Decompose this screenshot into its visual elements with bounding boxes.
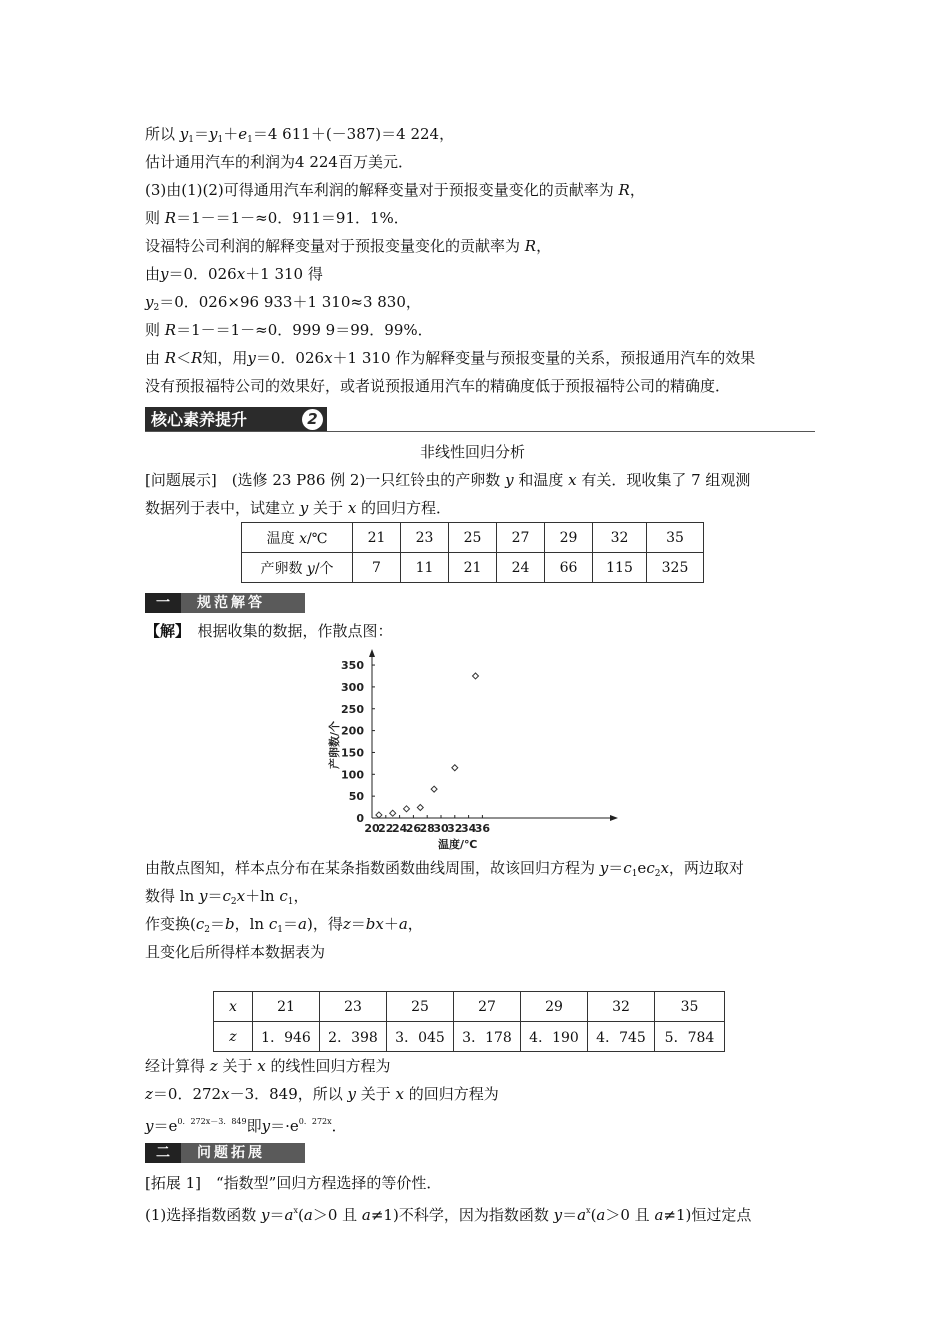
data-point <box>390 810 396 816</box>
y-axis-arrow <box>369 649 375 657</box>
text-line: 则 R＝1－＝1－≈0．911＝91．1%． <box>145 209 409 227</box>
table-header-cell: 温度 x/℃ <box>242 523 353 553</box>
y-tick-label: 100 <box>341 768 364 782</box>
text-line: 由散点图知，样本点分布在某条指数函数曲线周围，故该回归方程为 $y=c_1ec_2x$，两边取对 <box>145 859 744 879</box>
data-table-raw <box>241 522 704 583</box>
x-tick-label: 26 <box>405 822 422 835</box>
x-axis-label: 温度/℃ <box>438 838 478 851</box>
data-point <box>473 673 479 679</box>
text-line: [拓展 1] “指数型”回归方程选择的等价性． <box>145 1174 442 1192</box>
x-tick-label: 20 <box>364 822 380 835</box>
table-cell: 11 <box>401 553 449 583</box>
text-line: 且变化后所得样本数据表为 <box>145 943 326 961</box>
table-cell: 115 <box>593 553 647 583</box>
text-line: 由y＝0．026x＋1 310 得 <box>145 265 323 283</box>
data-point <box>431 786 437 792</box>
x-tick-label: 30 <box>433 822 449 835</box>
subsection-header <box>145 1143 305 1163</box>
subsection-header <box>145 593 305 613</box>
text-line: $y=e^{0.272x-3.849}$即$y=\cdot e^{0.272x}$． <box>145 1117 347 1135</box>
scatter-chart <box>320 645 640 855</box>
table-cell: 325 <box>647 553 704 583</box>
y-tick-label: 200 <box>341 724 364 738</box>
subsection-label: 问题拓展 <box>197 1145 265 1161</box>
text-line: z＝0．272x－3．849，所以 y 关于 x 的回归方程为 <box>145 1085 499 1103</box>
table-cell: 1．946 <box>253 1022 320 1052</box>
table-cell: 4．745 <box>588 1022 655 1052</box>
table-header-cell: x <box>214 992 253 1022</box>
text-line: [问题展示] (选修 23 P86 例 2)一只红铃虫的产卵数 y 和温度 x 有关．现收集了 7 组观测 <box>145 471 751 489</box>
table-row <box>242 553 704 583</box>
table-cell: 32 <box>593 523 647 553</box>
text-line: 作变换($c_2=b$，$\ln c_1=a$)，得z＝bx＋a， <box>145 915 423 935</box>
banner-number: 2 <box>302 409 323 430</box>
table-cell: 66 <box>545 553 593 583</box>
x-tick-label: 32 <box>447 822 463 835</box>
table-cell: 5．784 <box>655 1022 725 1052</box>
table-cell: 2．398 <box>320 1022 387 1052</box>
table-cell: 21 <box>449 553 497 583</box>
table-cell: 3．178 <box>454 1022 521 1052</box>
subsection-tag: 一 <box>145 593 181 613</box>
table-cell: 4．190 <box>521 1022 588 1052</box>
table-row <box>214 1022 725 1052</box>
y-tick-label: 150 <box>341 746 364 760</box>
data-table-transformed <box>213 991 725 1052</box>
text-line: 【解】 根据收集的数据，作散点图： <box>145 622 393 640</box>
table-cell: 23 <box>401 523 449 553</box>
text-line: (3)由(1)(2)可得通用汽车利润的解释变量对于预报变量变化的贡献率为 R， <box>145 181 645 199</box>
table-cell: 23 <box>320 992 387 1022</box>
table-cell: 25 <box>387 992 454 1022</box>
y-tick-label: 350 <box>341 659 364 673</box>
x-tick-label: 28 <box>419 822 435 835</box>
table-cell: 21 <box>253 992 320 1022</box>
text-line: 则 R＝1－＝1－≈0．999 9＝99．99%． <box>145 321 433 339</box>
subsection-label: 规范解答 <box>197 595 265 611</box>
text-line: 数得 $\ln y=c_2x+\ln$ $c_1$， <box>145 887 309 907</box>
text-line: 没有预报福特公司的效果好，或者说预报通用汽车的精确度低于预报福特公司的精确度． <box>145 377 731 395</box>
text-line: 所以 $y_1=y_1+e_1=4$ 611＋(－387)＝4 224， <box>145 125 455 145</box>
table-cell: 29 <box>545 523 593 553</box>
text-line: 设福特公司利润的解释变量对于预报变量变化的贡献率为 R， <box>145 237 552 255</box>
data-point <box>452 765 458 771</box>
table-row <box>242 523 704 553</box>
subsection-tag: 二 <box>145 1143 181 1163</box>
table-cell: 32 <box>588 992 655 1022</box>
x-tick-label: 36 <box>474 822 491 835</box>
table-cell: 27 <box>497 523 545 553</box>
x-tick-label: 22 <box>378 822 394 835</box>
text-line: 经计算得 z 关于 x 的线性回归方程为 <box>145 1057 391 1075</box>
table-cell: 29 <box>521 992 588 1022</box>
y-tick-label: 250 <box>341 702 364 716</box>
section-banner <box>145 407 327 432</box>
data-point <box>376 812 382 818</box>
table-cell: 24 <box>497 553 545 583</box>
banner-title: 核心素养提升 <box>151 410 248 429</box>
y-tick-label: 300 <box>341 680 364 694</box>
x-tick-label: 34 <box>460 822 477 835</box>
data-point <box>417 805 423 811</box>
table-cell: 21 <box>353 523 401 553</box>
table-header-cell: z <box>214 1022 253 1052</box>
text-line: $y_2=0$．026×96 933＋1 310≈3 830， <box>145 293 421 313</box>
table-cell: 35 <box>655 992 725 1022</box>
x-tick-label: 24 <box>391 822 408 835</box>
text-line: 数据列于表中，试建立 y 关于 x 的回归方程． <box>145 499 452 517</box>
y-tick-label: 50 <box>348 790 364 804</box>
y-tick-label: 0 <box>356 812 364 825</box>
x-axis-arrow <box>610 815 618 821</box>
solution-label: 【解】 <box>145 622 183 640</box>
data-point <box>404 806 410 812</box>
section-title: 非线性回归分析 <box>420 443 526 461</box>
table-header-cell: 产卵数 y/个 <box>242 553 353 583</box>
text-line: 由 R＜R知，用y＝0．026x＋1 310 作为解释变量与预报变量的关系，预报通用汽车的效果 <box>145 349 756 367</box>
table-cell: 7 <box>353 553 401 583</box>
table-cell: 27 <box>454 992 521 1022</box>
table-row <box>214 992 725 1022</box>
table-cell: 35 <box>647 523 704 553</box>
text-line: (1)选择指数函数 $y=a^x(a>0$ 且 a≠1)不科学，因为指数函数 $y=a^x(a>0$ 且 a≠1)恒过定点 <box>145 1206 752 1224</box>
banner-rule <box>145 431 815 432</box>
text-line: 估计通用汽车的利润为4 224百万美元． <box>145 153 413 171</box>
y-axis-label: 产卵数/个 <box>328 720 341 770</box>
table-cell: 25 <box>449 523 497 553</box>
table-cell: 3．045 <box>387 1022 454 1052</box>
